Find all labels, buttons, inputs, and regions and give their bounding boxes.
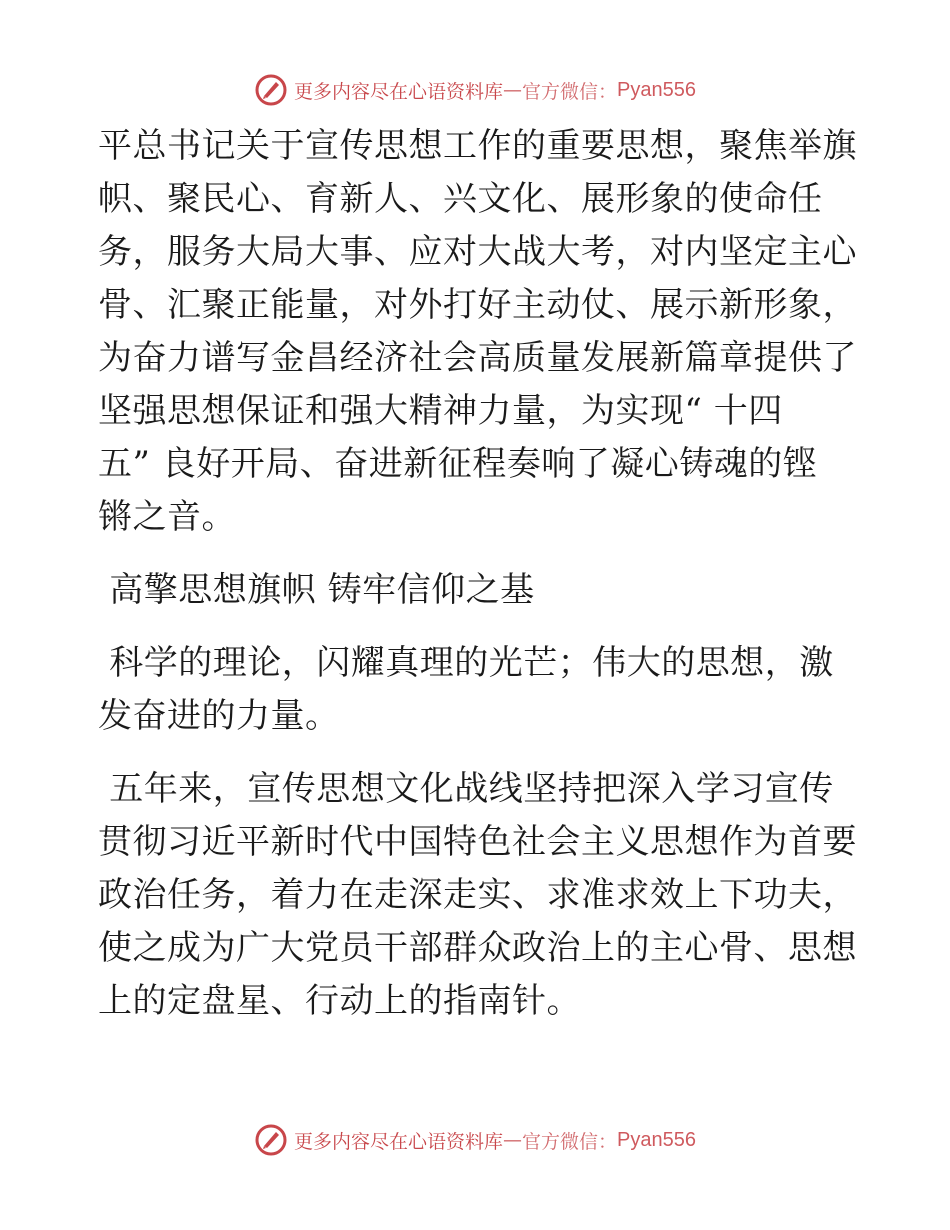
footer-watermark: [0, 1122, 950, 1158]
text-line: 锵之音。: [98, 497, 236, 537]
heading-text: 高擎思想旗帜 铸牢信仰之基: [98, 570, 535, 610]
watermark-wechat-label: 官方微信：: [522, 1130, 618, 1153]
text-line: 五年来，宣传思想文化战线坚持把深入学习宣传: [98, 769, 834, 809]
text-line: 使之成为广大党员干部群众政治上的主心骨、思想: [98, 928, 857, 968]
text-line: 五” 良好开局、奋进新征程奏响了凝心铸魂的铿: [98, 444, 818, 484]
watermark-logo-icon: [254, 73, 288, 107]
text-line: 贯彻习近平新时代中国特色社会主义思想作为首要: [98, 822, 857, 862]
watermark-main-text: 更多内容尽在心语资料库: [294, 80, 504, 103]
text-line: 为奋力谱写金昌经济社会高质量发展新篇章提供了: [98, 338, 857, 378]
text-line: 骨、汇聚正能量，对外打好主动仗、展示新形象，: [98, 285, 857, 325]
watermark-dash: —: [503, 79, 523, 101]
text-line: 科学的理论，闪耀真理的光芒；伟大的思想，激: [98, 643, 834, 683]
document-body: [98, 120, 858, 1048]
text-line: 务，服务大局大事、应对大战大考，对内坚定主心: [98, 232, 857, 272]
watermark-logo-icon: [254, 1123, 288, 1157]
watermark-dash: —: [503, 1129, 523, 1151]
text-line: 发奋进的力量。: [98, 696, 340, 736]
paragraph-3: [98, 763, 858, 1028]
watermark-main-text: 更多内容尽在心语资料库: [294, 1130, 504, 1153]
paragraph-2: [98, 637, 858, 743]
watermark-wechat-id: Pyan556: [617, 1128, 696, 1151]
text-line: 政治任务，着力在走深走实、求准求效上下功夫，: [98, 875, 857, 915]
header-watermark: [0, 72, 950, 108]
text-line: 上的定盘星、行动上的指南针。: [98, 981, 581, 1021]
watermark-wechat-id: Pyan556: [617, 78, 696, 101]
watermark-wechat-label: 官方微信：: [522, 80, 618, 103]
text-line: 帜、聚民心、育新人、兴文化、展形象的使命任: [98, 179, 823, 219]
section-heading: [98, 564, 858, 617]
paragraph-1: [98, 120, 858, 544]
text-line: 平总书记关于宣传思想工作的重要思想，聚焦举旗: [98, 126, 857, 166]
text-line: 坚强思想保证和强大精神力量，为实现“ 十四: [98, 391, 783, 431]
